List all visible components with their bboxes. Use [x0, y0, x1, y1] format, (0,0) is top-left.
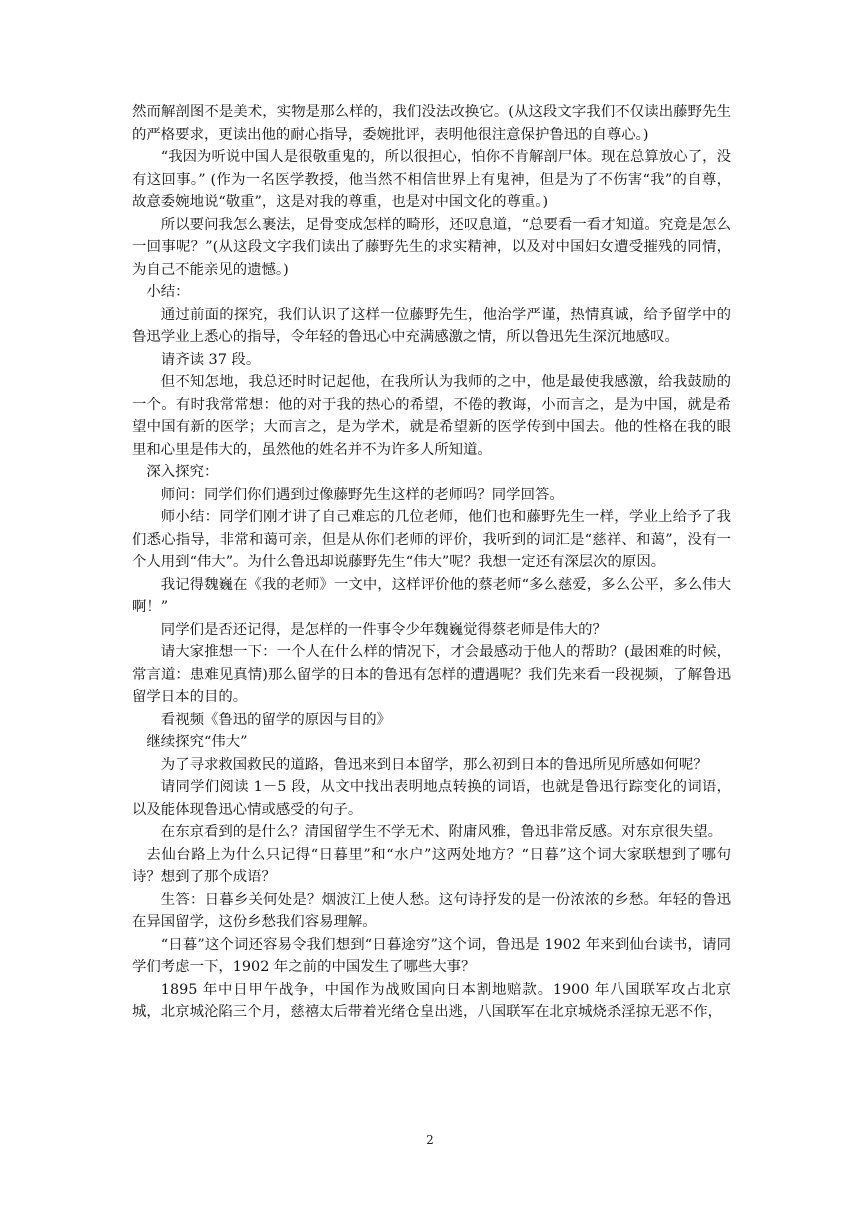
section-heading: 深入探究：: [146, 464, 219, 480]
paragraph: 师小结：同学们刚才讲了自己难忘的几位老师，他们也和藤野先生一样，学业上给予了我们悉心指导，非常和蔼可亲，但是从你们老师的评价，我听到的词汇是“慈祥、和蔼”，没有一个人用到“伟大”。为什么鲁迅却说藤野先生“伟大”呢？我想一定还有深层次的原因。: [132, 509, 731, 570]
paragraph: 通过前面的探究，我们认识了这样一位藤野先生，他治学严谨，热情真诚，给予留学中的鲁迅学业上悉心的指导，令年轻的鲁迅心中充满感激之情，所以鲁迅先生深沉地感叹。: [132, 306, 731, 345]
page-number: 2: [426, 1133, 434, 1147]
paragraph: 看视频《鲁迅的留学的原因与目的》: [160, 711, 392, 728]
paragraph: 去仙台路上为什么只记得“日暮里”和“水户”这两处地方？“日暮”这个词大家联想到了哪句诗？想到了那个成语？: [132, 846, 731, 885]
paragraph: 请大家推想一下：一个人在什么样的情况下，才会最感动于他人的帮助？(最困难的时候，常言道：患难见真情)那么留学的日本的鲁迅有怎样的遭遇呢？我们先来看一段视频，了解鲁迅留学日本的目的。: [132, 644, 731, 705]
paragraph: 师问：同学们你们遇到过像藤野先生这样的老师吗？同学回答。: [160, 486, 564, 503]
paragraph: “我因为听说中国人是很敬重鬼的，所以很担心，怕你不肯解剖尸体。现在总算放心了，没有这回事。” (作为一名医学教授，他当然不相信世界上有鬼神，但是为了不伤害“我”的自尊，故意委婉地说“敬重”，这是对我的尊重，也是对中国文化的尊重。): [132, 149, 731, 210]
paragraph: 但不知怎地，我总还时时记起他，在我所认为我师的之中，他是最使我感激，给我鼓励的一个。有时我常常想：他的对于我的热心的希望，不倦的教诲，小而言之，是为中国，就是希望中国有新的医学；大而言之，是为学术，就是希望新的医学传到中国去。他的性格在我的眼里和心里是伟大的，虽然他的姓名并不为许多人所知道。: [132, 374, 731, 458]
paragraph: 请同学们阅读 1－5 段，从文中找出表明地点转换的词语，也就是鲁迅行踪变化的词语，以及能体现鲁迅心情或感受的句子。: [132, 779, 731, 818]
section-heading: 继续探究“伟大”: [146, 734, 248, 750]
paragraph: 在东京看到的是什么？清国留学生不学无术、附庸风雅，鲁迅非常反感。对东京很失望。: [160, 824, 723, 840]
paragraph: 我记得魏巍在《我的老师》一文中，这样评价他的蔡老师“多么慈爱，多么公平，多么伟大啊！”: [132, 576, 731, 615]
paragraph: “日暮”这个词还容易令我们想到“日暮途穷”这个词，鲁迅是 1902 年来到仙台读书，请同学们考虑一下，1902 年之前的中国发生了哪些大事？: [132, 936, 731, 975]
paragraph: 同学们是否还记得，是怎样的一件事令少年魏巍觉得蔡老师是伟大的？: [160, 621, 607, 638]
paragraph: 生答：日暮乡关何处是？烟波江上使人愁。这句诗抒发的是一份浓浓的乡愁。年轻的鲁迅在异国留学，这份乡愁我们容易理解。: [132, 891, 731, 930]
paragraph: 然而解剖图不是美术，实物是那么样的，我们没法改换它。(从这段文字我们不仅读出藤野先生的严格要求，更读出他的耐心指导，委婉批评，表明他很注意保护鲁迅的自尊心。): [132, 104, 731, 143]
document-body: [132, 101, 731, 1024]
paragraph: 为了寻求救国救民的道路，鲁迅来到日本留学，那么初到日本的鲁迅所见所感如何呢？: [160, 756, 708, 773]
paragraph: 1895 年中日甲午战争，中国作为战败国向日本割地赔款。1900 年八国联军攻占北京城，北京城沦陷三个月，慈禧太后带着光绪仓皇出逃，八国联军在北京城烧杀淫掠无恶不作，: [132, 981, 731, 1020]
section-heading: 小结：: [146, 284, 190, 300]
paragraph: 请齐读 37 段。: [160, 351, 261, 368]
paragraph: 所以要问我怎么裹法，足骨变成怎样的畸形，还叹息道，“总要看一看才知道。究竟是怎么一回事呢？”(从这段文字我们读出了藤野先生的求实精神，以及对中国妇女遭受摧残的同情，为自己不能亲见的遗憾。): [132, 216, 731, 278]
